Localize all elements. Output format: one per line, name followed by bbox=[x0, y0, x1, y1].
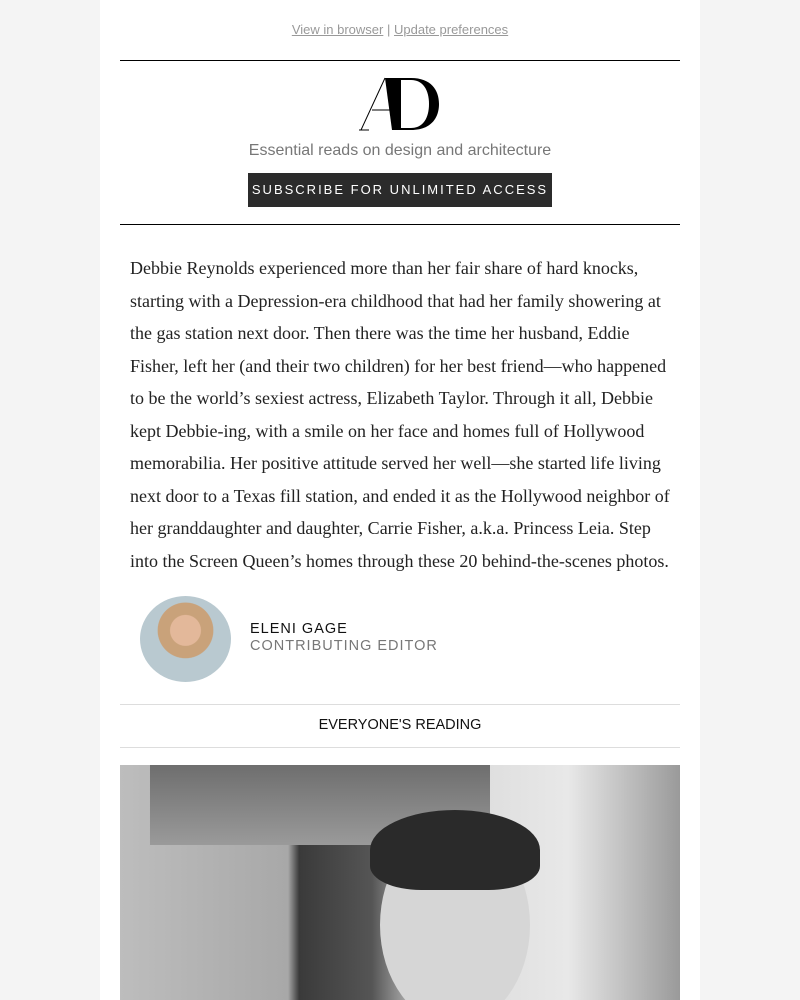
text-line: starting with a Depression-era childhood that had her family showering at bbox=[130, 290, 661, 311]
separator: | bbox=[386, 22, 391, 37]
author-avatar bbox=[140, 596, 231, 682]
author-role: CONTRIBUTING EDITOR bbox=[250, 638, 438, 654]
subscribe-button[interactable]: SUBSCRIBE FOR UNLIMITED ACCESS bbox=[248, 173, 552, 207]
divider bbox=[120, 747, 680, 748]
author-info bbox=[250, 621, 438, 655]
tagline: Essential reads on design and architecture bbox=[248, 142, 552, 159]
ad-logo[interactable] bbox=[100, 76, 700, 137]
text-line: into the Screen Queen’s homes through these 20 behind-the-scenes photos. bbox=[130, 550, 669, 571]
divider bbox=[120, 704, 680, 705]
portrait-hair bbox=[370, 810, 540, 890]
text-line: her granddaughter and daughter, Carrie Fisher, a.k.a. Princess Leia. Step bbox=[130, 518, 651, 538]
view-in-browser-link[interactable]: View in browser bbox=[291, 22, 384, 37]
text-line: to be the world’s sexiest actress, Elizabeth Taylor. Through it all, Debbie bbox=[130, 388, 653, 408]
text-line: Debbie Reynolds experienced more than her fair share of hard knocks, bbox=[130, 258, 639, 278]
text-line: Fisher, left her (and their two children) for her best friend—who happened bbox=[130, 355, 667, 376]
email-container bbox=[100, 0, 700, 1000]
author-name: ELENI GAGE bbox=[250, 621, 348, 637]
update-preferences-link[interactable]: Update preferences bbox=[393, 22, 509, 37]
section-title: EVERYONE'S READING bbox=[318, 717, 482, 733]
header-links bbox=[100, 22, 700, 37]
article-intro bbox=[130, 252, 675, 577]
text-line: memorabilia. Her positive attitude served her well—she started life living bbox=[130, 453, 661, 473]
text-line: next door to a Texas fill station, and ended it as the Hollywood neighbor of bbox=[130, 485, 670, 506]
text-line: the gas station next door. Then there was the time her husband, Eddie bbox=[130, 323, 630, 343]
divider bbox=[120, 60, 680, 61]
article-photo[interactable] bbox=[120, 765, 680, 1000]
text-line: kept Debbie-ing, with a smile on her face and homes full of Hollywood bbox=[130, 420, 645, 441]
divider bbox=[120, 224, 680, 225]
